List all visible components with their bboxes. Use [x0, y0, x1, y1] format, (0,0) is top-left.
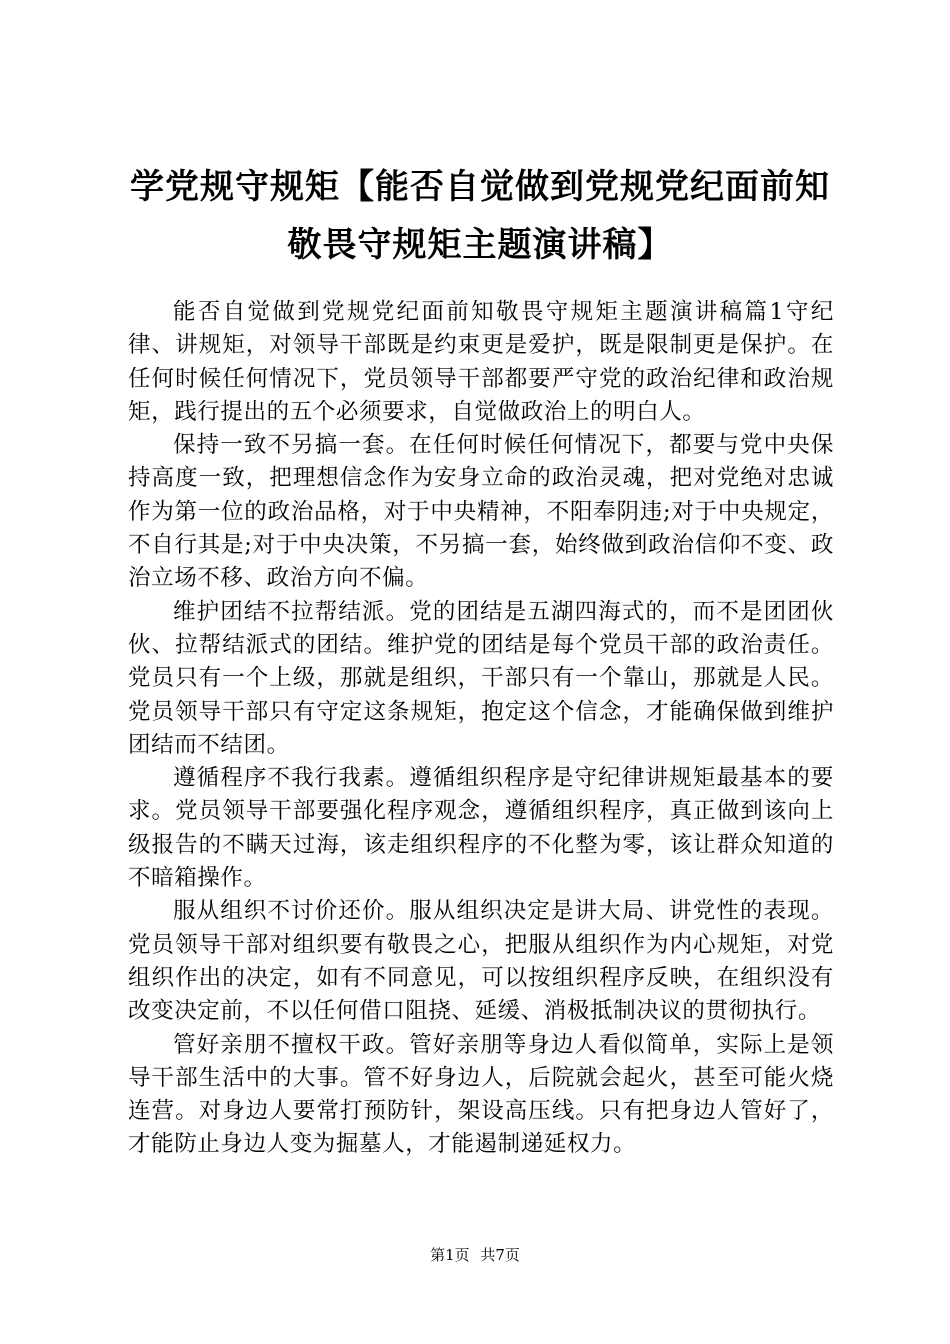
page-footer — [0, 1245, 950, 1265]
paragraph: 服从组织不讨价还价。服从组织决定是讲大局、讲党性的表现。党员领导干部对组织要有敬畏之心，把服从组织作为内心规矩，对党组织作出的决定，如有不同意见，可以按组织程序反映，在组织没有改变决定前，不以任何借口阻挠、延缓、消极抵制决议的贯彻执行。 — [128, 898, 834, 1025]
paragraph: 维护团结不拉帮结派。党的团结是五湖四海式的，而不是团团伙伙、拉帮结派式的团结。维护党的团结是每个党员干部的政治责任。党员只有一个上级，那就是组织，干部只有一个靠山，那就是人民。党员领导干部只有守定这条规矩，抱定这个信念，才能确保做到维护团结而不结团。 — [128, 598, 834, 758]
paragraph: 保持一致不另搞一套。在任何时候任何情况下，都要与党中央保持高度一致，把理想信念作为安身立命的政治灵魂，把对党绝对忠诚作为第一位的政治品格，对于中央精神，不阳奉阴违;对于中央规定，不自行其是;对于中央决策，不另搞一套，始终做到政治信仰不变、政治立场不移、政治方向不偏。 — [128, 432, 834, 592]
page-number-current: 第1页 — [430, 1246, 470, 1264]
paragraph: 能否自觉做到党规党纪面前知敬畏守规矩主题演讲稿篇1守纪律、讲规矩，对领导干部既是约束更是爱护，既是限制更是保护。在任何时候任何情况下，党员领导干部都要严守党的政治纪律和政治规矩，践行提出的五个必须要求，自觉做政治上的明白人。 — [128, 299, 834, 425]
document-title: 学党规守规矩【能否自觉做到党规党纪面前知敬畏守规矩主题演讲稿】 — [130, 167, 830, 265]
paragraph: 遵循程序不我行我素。遵循组织程序是守纪律讲规矩最基本的要求。党员领导干部要强化程序观念，遵循组织程序，真正做到该向上级报告的不瞒天过海，该走组织程序的不化整为零，该让群众知道的不暗箱操作。 — [128, 765, 834, 892]
document-body — [128, 296, 834, 1162]
paragraph: 管好亲朋不擅权干政。管好亲朋等身边人看似简单，实际上是领导干部生活中的大事。管不好身边人，后院就会起火，甚至可能火烧连营。对身边人要常打预防针，架设高压线。只有把身边人管好了，才能防止身边人变为掘墓人，才能遏制递延权力。 — [128, 1031, 834, 1158]
page-number-total: 共7页 — [480, 1246, 520, 1264]
